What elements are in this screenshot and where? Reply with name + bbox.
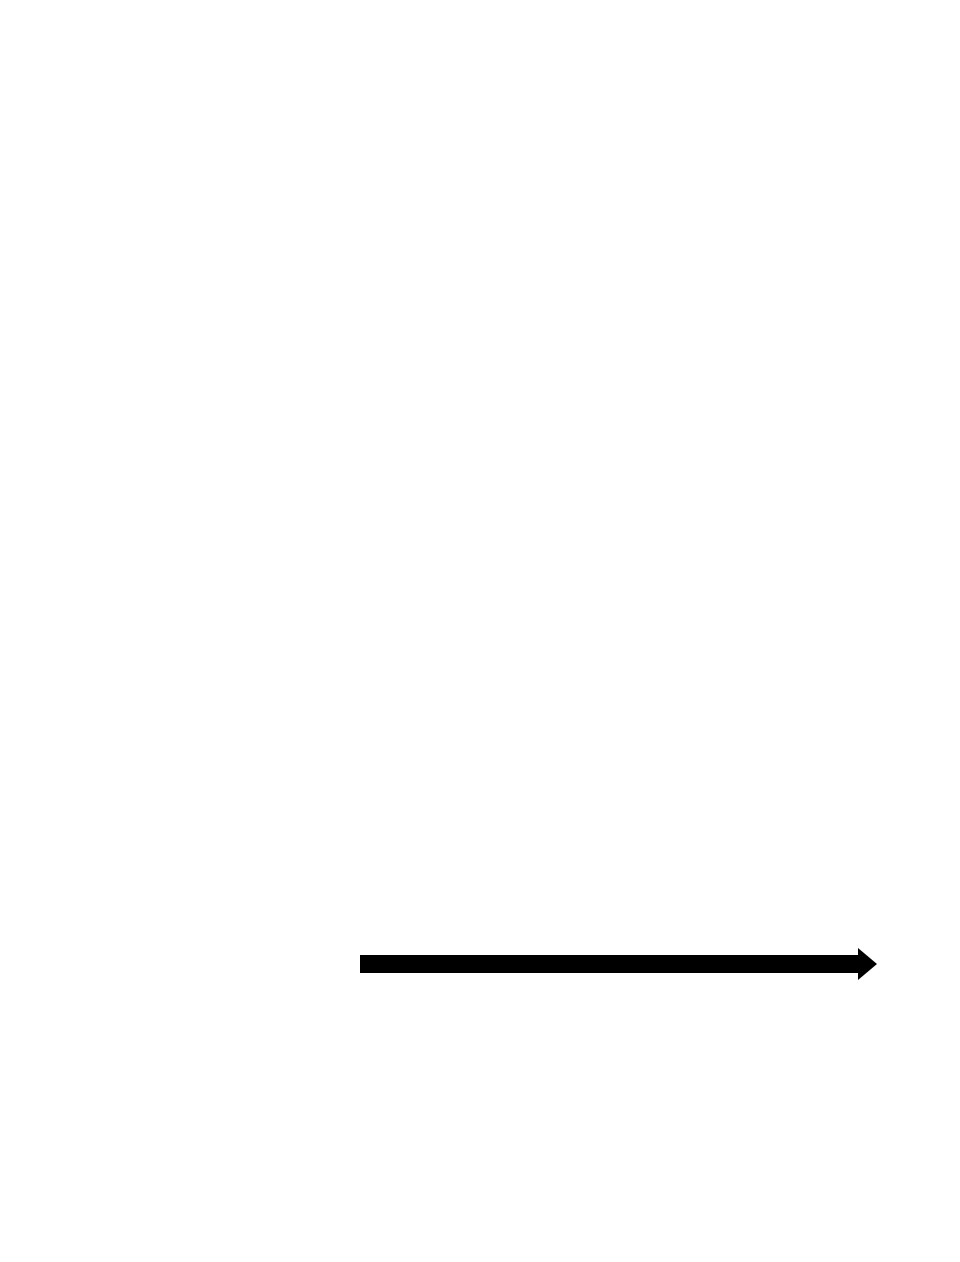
flow-arrow <box>360 948 877 980</box>
